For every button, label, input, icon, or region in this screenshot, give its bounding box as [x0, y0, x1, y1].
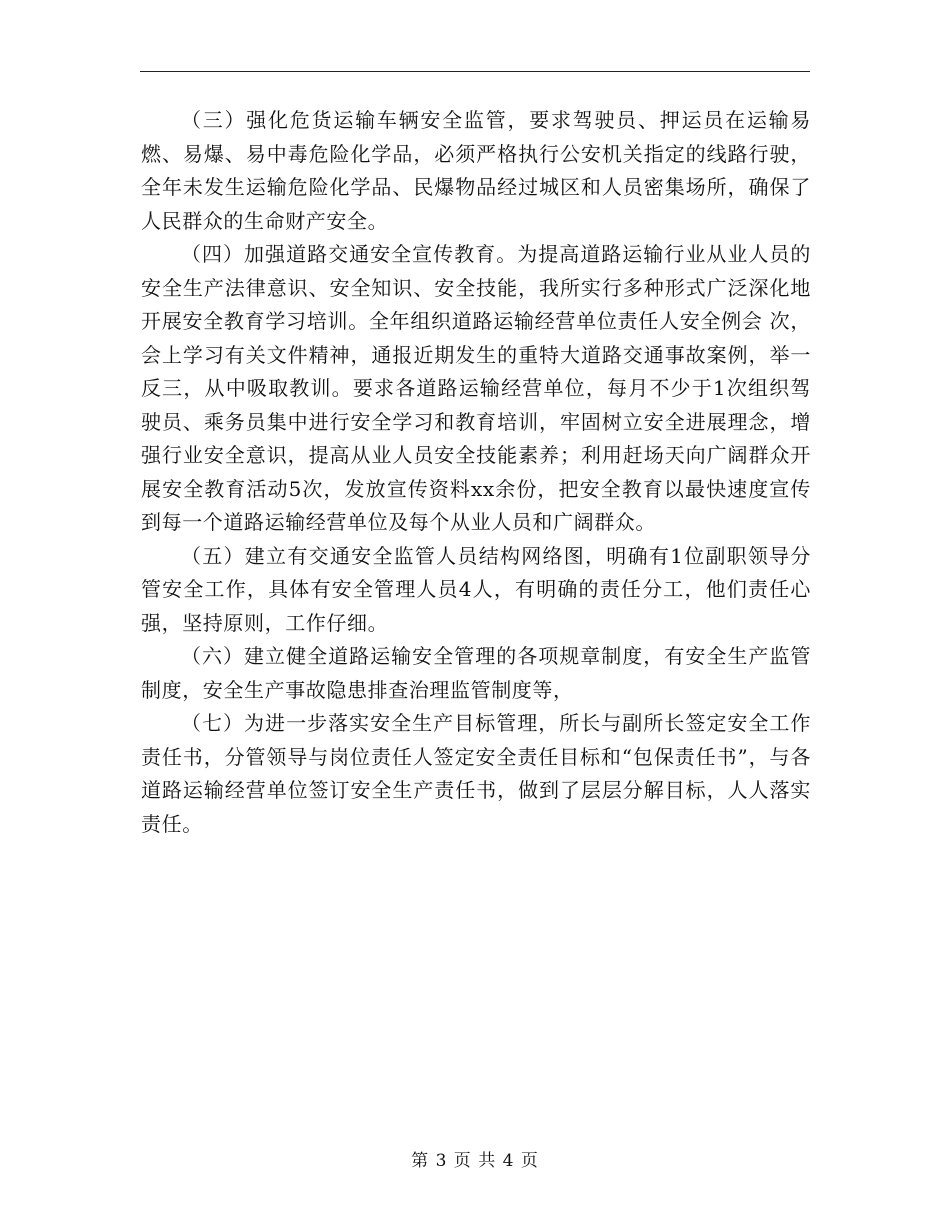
- paragraph-5: （五）建立有交通安全监管人员结构网络图，明确有1位副职领导分管安全工作，具体有安全管理人员4人，有明确的责任分工，他们责任心强，坚持原则，工作仔细。: [141, 543, 811, 635]
- footer-suffix: 页: [520, 1151, 539, 1171]
- paragraph-3: （三）强化危货运输车辆安全监管，要求驾驶员、押运员在运输易燃、易爆、易中毒危险化学品，必须严格执行公安机关指定的线路行驶，全年未发生运输危险化学品、民爆物品经过城区和人员密集场所，确保了人民群众的生命财产安全。: [141, 108, 811, 233]
- document-body: [141, 104, 811, 841]
- footer-middle: 页 共: [453, 1151, 497, 1171]
- header-rule: [140, 71, 810, 72]
- paragraph-4: （四）加强道路交通安全宣传教育。为提高道路运输行业从业人员的安全生产法律意识、安全知识、安全技能，我所实行多种形式广泛深化地开展安全教育学习培训。全年组织道路运输经营单位责任人安全例会 次，会上学习有关文件精神，通报近期发生的重特大道路交通事故案例，举一反三，从中吸取教训。要求各道路运输经营单位，每月不少于1次组织驾驶员、乘务员集中进行安全学习和教育培训，牢固树立安全进展理念，增强行业安全意识，提高从业人员安全技能素养；利用赶场天向广阔群众开展安全教育活动5次，发放宣传资料xx余份，把安全教育以最快速度宣传到每一个道路运输经营单位及每个从业人员和广阔群众。: [141, 242, 811, 534]
- page-footer: [0, 1146, 950, 1171]
- paragraph-6: （六）建立健全道路运输安全管理的各项规章制度，有安全生产监管制度，安全生产事故隐患排查治理监管制度等，: [141, 644, 811, 702]
- footer-total-pages: 4: [502, 1151, 515, 1171]
- footer-current-page: 3: [435, 1151, 448, 1171]
- paragraph-7: （七）为进一步落实安全生产目标管理，所长与副所长签定安全工作责任书，分管领导与岗位责任人签定安全责任目标和“包保责任书”，与各道路运输经营单位签订安全生产责任书，做到了层层分解目标，人人落实责任。: [141, 711, 811, 836]
- footer-prefix: 第: [411, 1151, 430, 1171]
